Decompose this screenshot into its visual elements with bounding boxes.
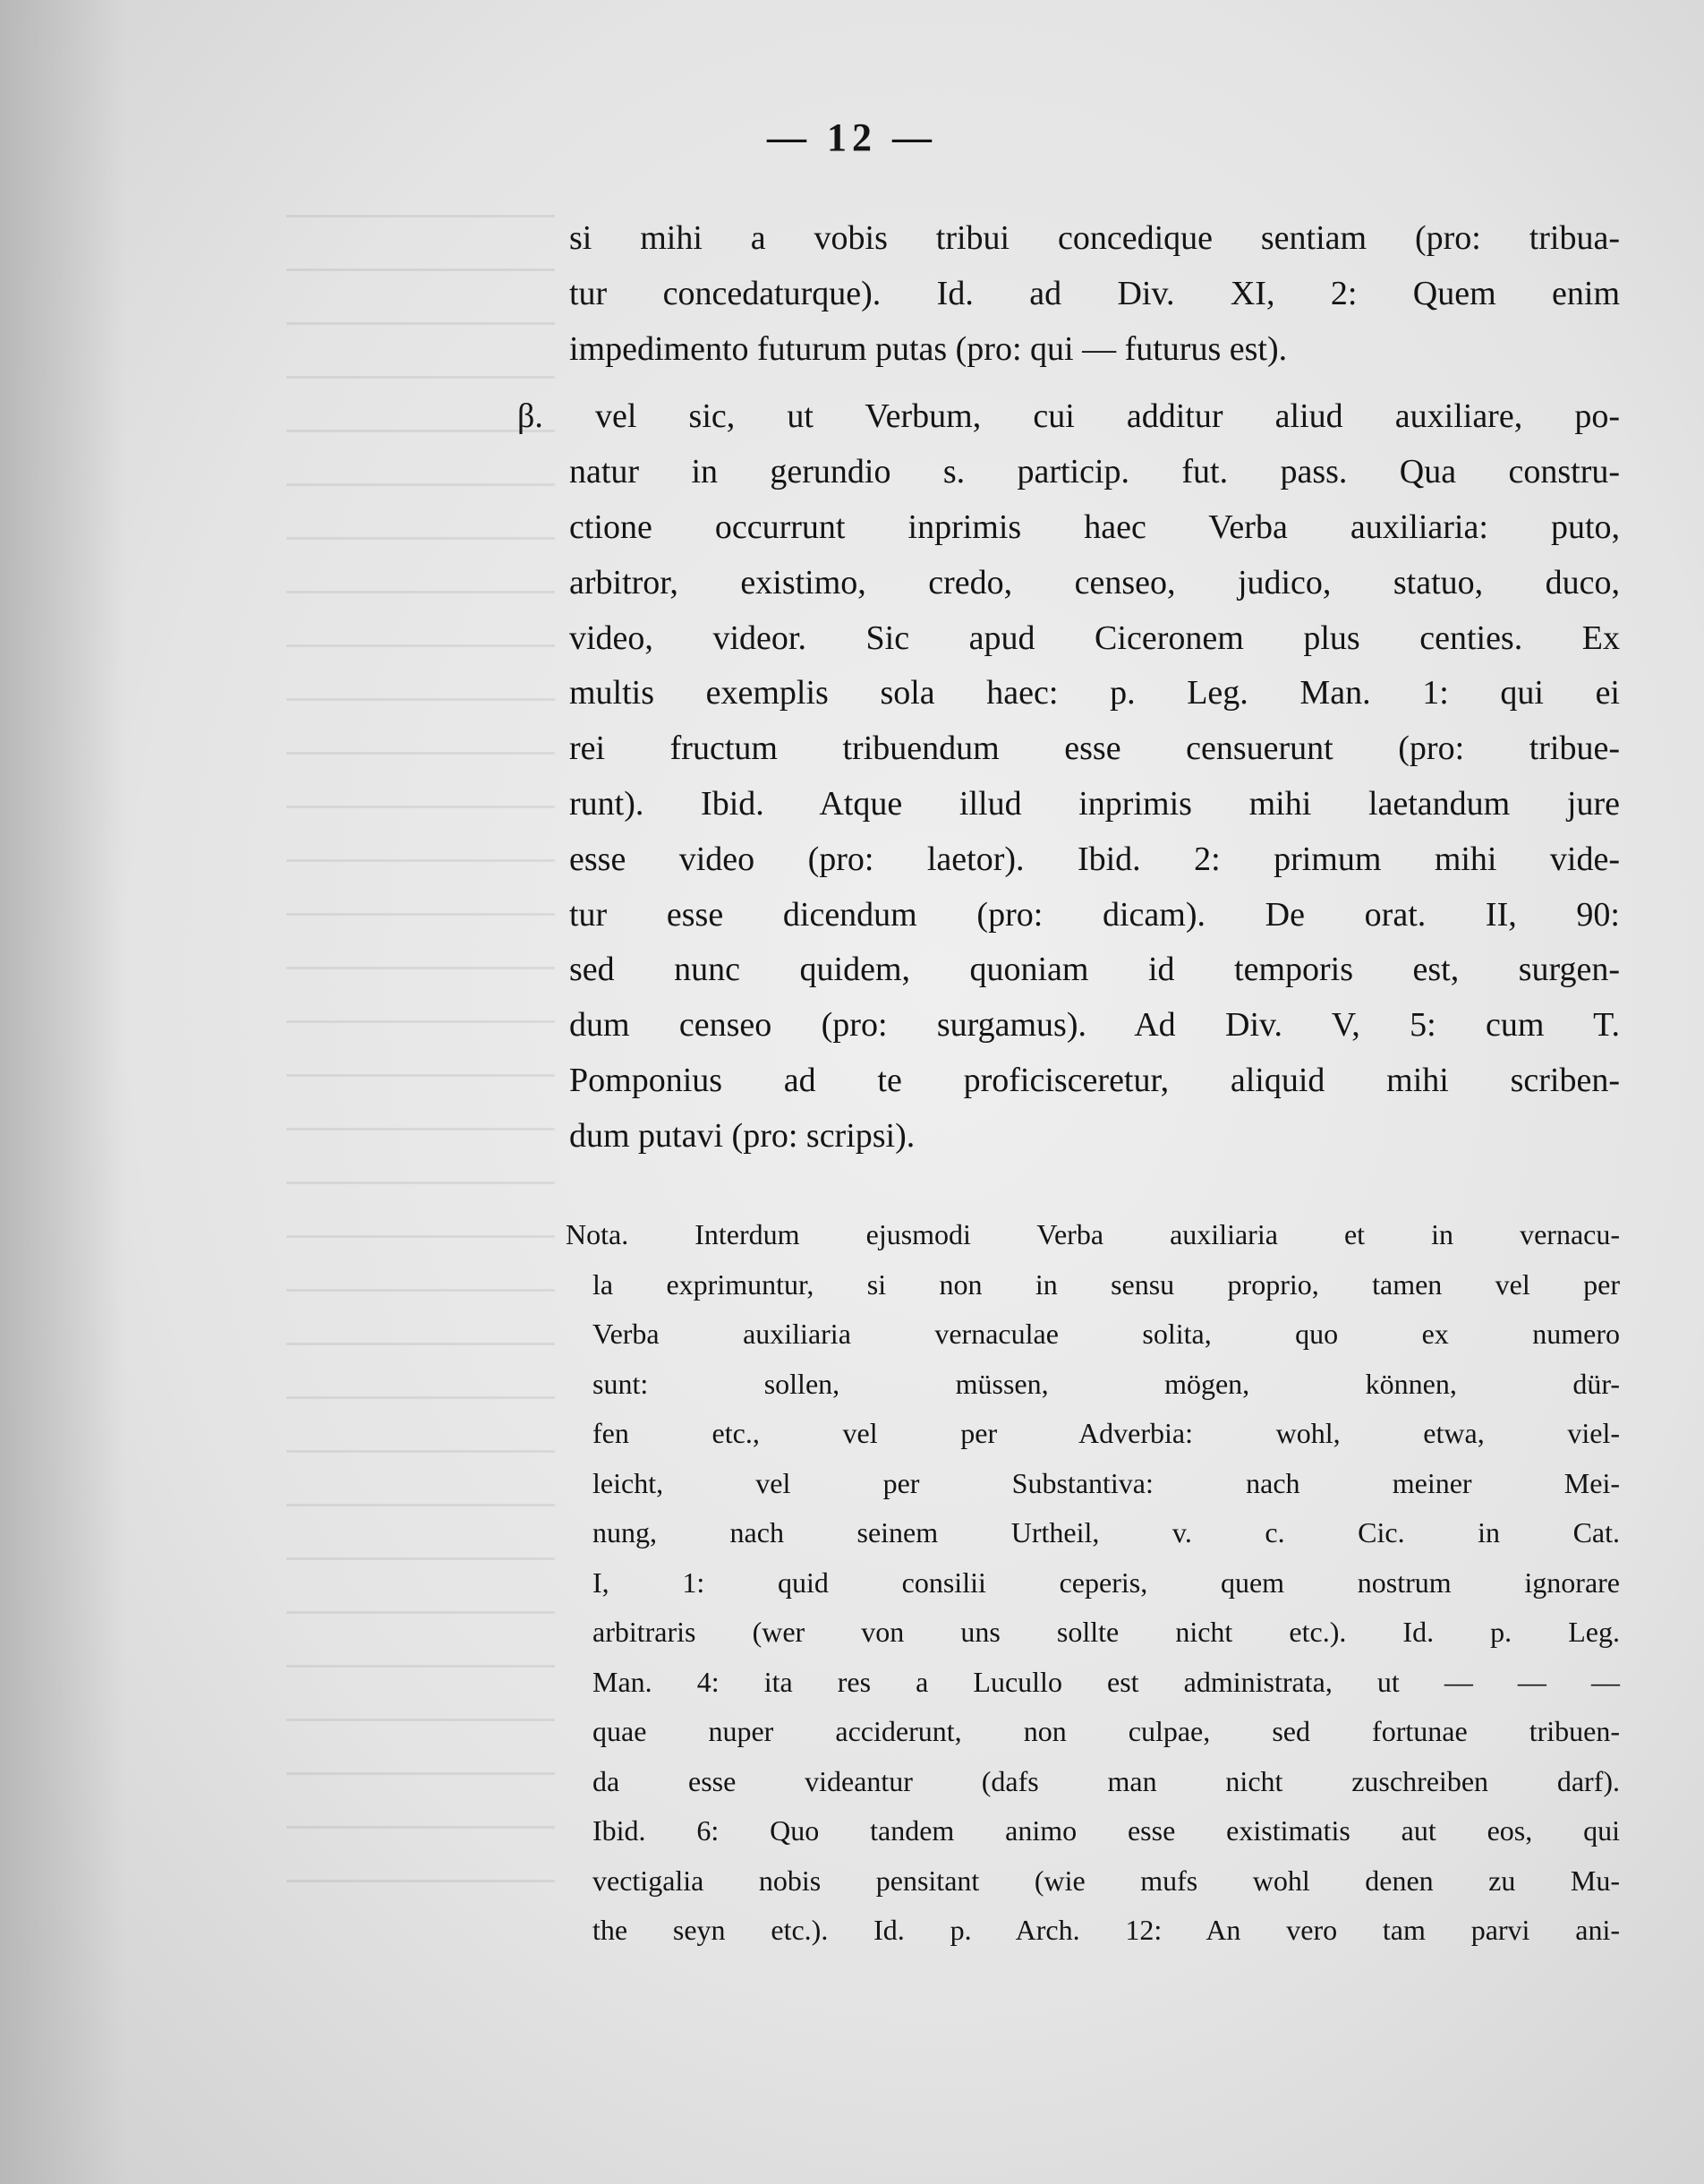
- main-line: β. vel sic, ut Verbum, cui additur aliud auxiliare, po-: [517, 397, 1620, 436]
- main-line: video, videor. Sic apud Ciceronem plus centies. Ex: [569, 619, 1620, 657]
- main-line: esse video (pro: laetor). Ibid. 2: primum mihi vide-: [569, 840, 1620, 878]
- main-line: ctione occurrunt inprimis haec Verba auxiliaria: puto,: [569, 508, 1620, 546]
- note-line: fen etc., vel per Adverbia: wohl, etwa, viel-: [592, 1417, 1620, 1449]
- main-line: rei fructum tribuendum esse censuerunt (pro: tribue-: [569, 729, 1620, 768]
- note-line: Nota. Interdum ejusmodi Verba auxiliaria et in vernacu-: [566, 1218, 1620, 1250]
- main-line: Pomponius ad te proficisceretur, aliquid mihi scriben-: [569, 1061, 1620, 1099]
- main-line: sed nunc quidem, quoniam id temporis est, surgen-: [569, 951, 1620, 989]
- main-line: arbitror, existimo, credo, censeo, judico, statuo, duco,: [569, 563, 1620, 601]
- note-block: [566, 1210, 1620, 1956]
- note-line: vectigalia nobis pensitant (wie mufs wohl denen zu Mu-: [592, 1864, 1620, 1897]
- main-line: dum putavi (pro: scripsi).: [569, 1116, 916, 1155]
- note-line: quae nuper acciderunt, non culpae, sed fortunae tribuen-: [592, 1715, 1620, 1747]
- note-line: da esse videantur (dafs man nicht zuschreiben darf).: [592, 1764, 1620, 1797]
- main-line: impedimento futurum putas (pro: qui — futurus est).: [569, 329, 1288, 368]
- note-line: arbitraris (wer von uns sollte nicht etc.). Id. p. Leg.: [592, 1616, 1620, 1648]
- note-line: nung, nach seinem Urtheil, v. c. Cic. in Cat.: [592, 1516, 1620, 1548]
- main-text: [517, 211, 1620, 1165]
- note-line: I, 1: quid consilii ceperis, quem nostrum ignorare: [592, 1565, 1620, 1599]
- main-line: multis exemplis sola haec: p. Leg. Man. 1: qui ei: [569, 674, 1620, 712]
- page-edge-shadow: [0, 0, 125, 2184]
- note-line: Verba auxiliaria vernaculae solita, quo ex numero: [592, 1318, 1620, 1350]
- page-number: — 12 —: [767, 115, 937, 159]
- main-line: si mihi a vobis tribui concedique sentiam (pro: tribua-: [569, 219, 1620, 257]
- note-line: sunt: sollen, müssen, mögen, können, dür-: [592, 1367, 1620, 1400]
- bleed-through: [286, 215, 555, 1915]
- main-line: tur esse dicendum (pro: dicam). De orat. II, 90:: [569, 895, 1620, 934]
- note-line: la exprimuntur, si non in sensu proprio, tamen vel per: [592, 1267, 1620, 1301]
- main-line: tur concedaturque). Id. ad Div. XI, 2: Quem enim: [569, 274, 1620, 312]
- main-line: dum censeo (pro: surgamus). Ad Div. V, 5: cum T.: [569, 1006, 1620, 1045]
- main-line: natur in gerundio s. particip. fut. pass. Qua constru-: [569, 453, 1620, 491]
- note-line: Ibid. 6: Quo tandem animo esse existimatis aut eos, qui: [592, 1814, 1620, 1847]
- note-line: the seyn etc.). Id. p. Arch. 12: An vero tam parvi ani-: [592, 1914, 1620, 1946]
- note-line: leicht, vel per Substantiva: nach meiner Mei-: [592, 1466, 1620, 1499]
- note-line: Man. 4: ita res a Lucullo est administrata, ut — — —: [592, 1665, 1620, 1698]
- main-line: runt). Ibid. Atque illud inprimis mihi laetandum jure: [569, 784, 1620, 823]
